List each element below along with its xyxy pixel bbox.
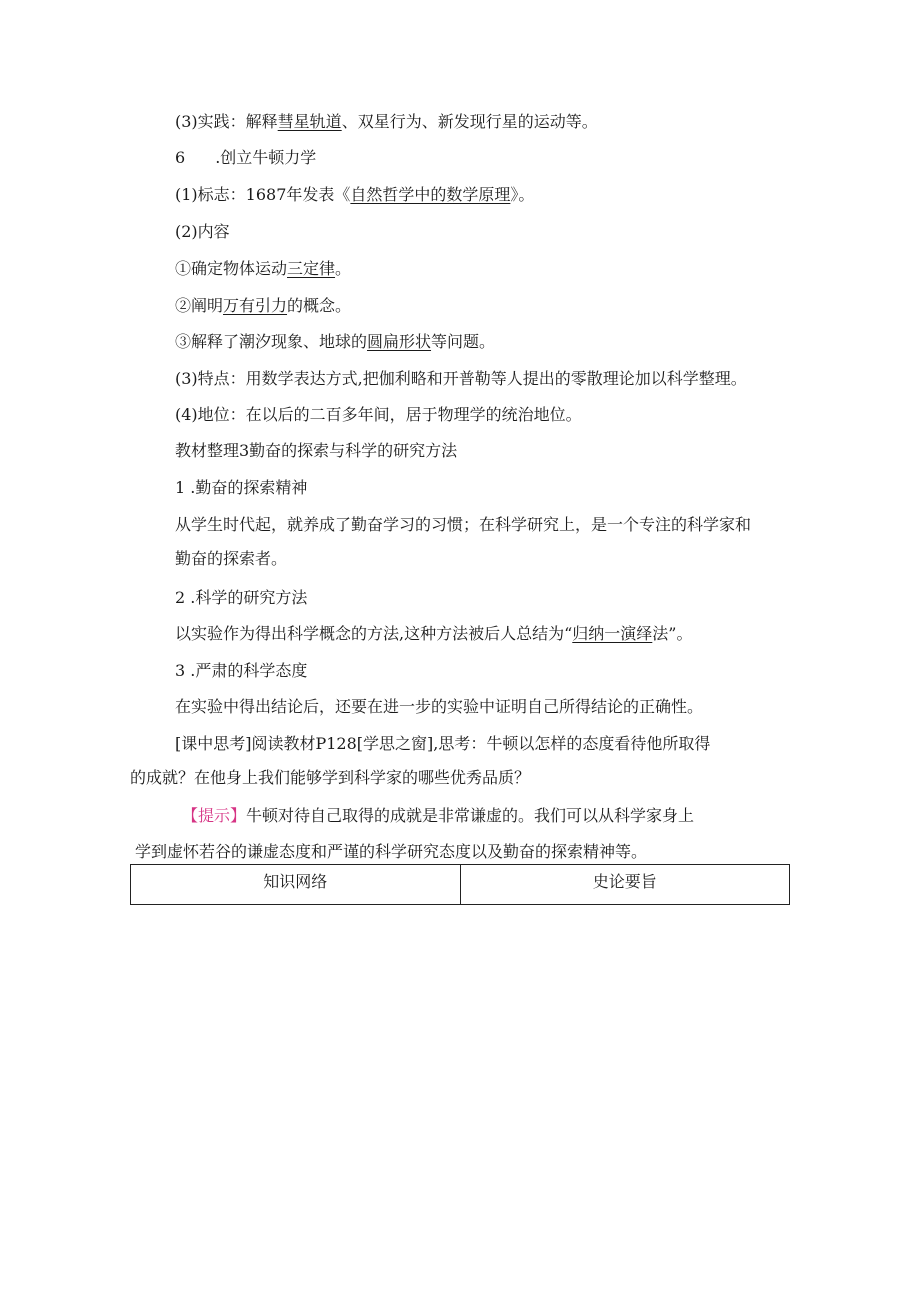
line-item-2: ②阐明万有引力的概念。 bbox=[175, 296, 352, 315]
subheading-1: 1 .勤奋的探索精神 bbox=[175, 478, 308, 497]
line-content: (2)内容 bbox=[175, 222, 230, 241]
summary-table bbox=[130, 864, 790, 905]
underlined-term: 三定律 bbox=[287, 259, 336, 278]
line-practice: (3)实践：解释彗星轨道、双星行为、新发现行星的运动等。 bbox=[175, 112, 598, 131]
table-header-knowledge-network: 知识网络 bbox=[131, 865, 461, 905]
section-heading: 教材整理3勤奋的探索与科学的研究方法 bbox=[175, 441, 458, 460]
underlined-term: 彗星轨道 bbox=[277, 112, 342, 131]
underlined-term: 归纳一演绎 bbox=[572, 624, 653, 643]
hint-line-2: 学到虚怀若谷的谦虚态度和严谨的科学研究态度以及勤奋的探索精神等。 bbox=[135, 842, 648, 861]
line-status: (4)地位：在以后的二百多年间，居于物理学的统治地位。 bbox=[175, 405, 582, 424]
heading-newton-mechanics: 6 .创立牛顿力学 bbox=[175, 148, 317, 167]
paragraph-1-line-2: 勤奋的探索者。 bbox=[175, 549, 288, 568]
table-header-history-points: 史论要旨 bbox=[460, 865, 790, 905]
think-line-1: [课中思考]阅读教材P128[学思之窗],思考：牛顿以怎样的态度看待他所取得 bbox=[175, 734, 711, 753]
subheading-3: 3 .严肃的科学态度 bbox=[175, 661, 308, 680]
line-marker: (1)标志：1687年发表《自然哲学中的数学原理》。 bbox=[175, 185, 535, 204]
underlined-term: 万有引力 bbox=[223, 296, 288, 315]
hint-label: 【提示】 bbox=[182, 806, 247, 825]
subheading-2: 2 .科学的研究方法 bbox=[175, 588, 308, 607]
paragraph-1-line-1: 从学生时代起，就养成了勤奋学习的习惯；在科学研究上，是一个专注的科学家和 bbox=[175, 515, 752, 534]
hint-line-1: 【提示】牛顿对待自己取得的成就是非常谦虚的。我们可以从科学家身上 bbox=[182, 806, 695, 825]
table-row bbox=[131, 865, 790, 905]
line-method: 以实验作为得出科学概念的方法,这种方法被后人总结为“归纳一演绎法”。 bbox=[175, 624, 693, 643]
line-features: (3)特点：用数学表达方式,把伽利略和开普勒等人提出的零散理论加以科学整理。 bbox=[175, 369, 747, 388]
underlined-term: 自然哲学中的数学原理 bbox=[350, 185, 511, 204]
underlined-term: 圆扁形状 bbox=[367, 332, 432, 351]
line-item-3: ③解释了潮汐现象、地球的圆扁形状等问题。 bbox=[175, 332, 496, 351]
line-item-1: ①确定物体运动三定律。 bbox=[175, 259, 352, 278]
paragraph-3: 在实验中得出结论后，还要在进一步的实验中证明自己所得结论的正确性。 bbox=[175, 697, 704, 716]
think-line-2: 的成就？在他身上我们能够学到科学家的哪些优秀品质？ bbox=[130, 768, 531, 787]
